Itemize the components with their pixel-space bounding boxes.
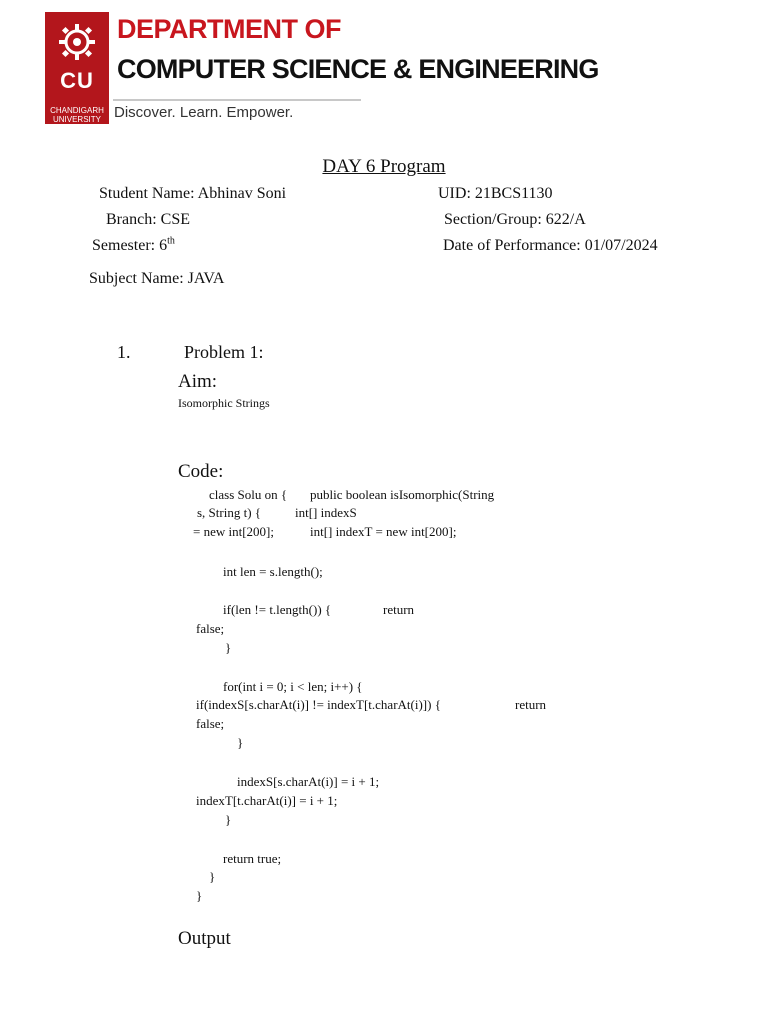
code-heading: Code: [178,461,224,482]
university-logo [45,12,109,124]
document-title: DAY 6 Program [322,156,446,177]
code-line: if(len != t.length()) { [223,602,332,617]
code-line: false; [196,621,225,636]
code-line: } [196,888,203,903]
uid: UID: 21BCS1130 [438,185,553,202]
code-line: class Solu on { [209,487,288,502]
date-of-performance: Date of Performance: 01/07/2024 [443,237,658,254]
code-line: int len = s.length(); [223,564,323,579]
code-line: } [237,735,244,750]
section-group: Section/Group: 622/A [444,211,586,228]
subject-name: Subject Name: JAVA [89,270,225,287]
code-line: } [209,869,216,884]
code-line: int[] indexT = new int[200]; [310,524,457,539]
code-line: public boolean isIsomorphic(String [310,487,495,502]
output-heading: Output [178,928,231,949]
code-line: return true; [223,851,282,866]
code-line: } [225,640,232,655]
semester-superscript: th [167,235,175,247]
aim-heading: Aim: [178,371,218,392]
tagline: Discover. Learn. Empower. [114,104,294,121]
code-line: return [515,697,547,712]
semester [92,237,175,255]
department-title-line1: DEPARTMENT OF [117,14,341,44]
problem-number: 1. [117,342,131,362]
code-line: = new int[200]; [193,524,274,539]
code-line: int[] indexS [295,505,357,520]
code-line: } [225,812,232,827]
problem-title: Problem 1: [184,342,264,362]
logo-university-name: CHANDIGARH UNIVERSITY [50,106,104,124]
code-line: s, String t) { [197,505,262,520]
code-line: if(indexS[s.charAt(i)] != indexT[t.charAt(i)]) { [196,697,441,712]
department-title-line2: COMPUTER SCIENCE & ENGINEERING [117,54,599,84]
semester-text: Semester: 6 [92,237,168,254]
student-name: Student Name: Abhinav Soni [99,185,287,202]
code-line: return [383,602,415,617]
logo-letters: CU [60,68,94,93]
aim-text: Isomorphic Strings [178,396,270,410]
header-divider [113,99,361,101]
code-line: for(int i = 0; i < len; i++) { [223,679,363,694]
code-line: indexT[t.charAt(i)] = i + 1; [196,793,338,808]
gear-emblem-icon [45,12,109,72]
branch: Branch: CSE [106,211,190,228]
code-line: false; [196,716,225,731]
code-line: indexS[s.charAt(i)] = i + 1; [237,774,380,789]
